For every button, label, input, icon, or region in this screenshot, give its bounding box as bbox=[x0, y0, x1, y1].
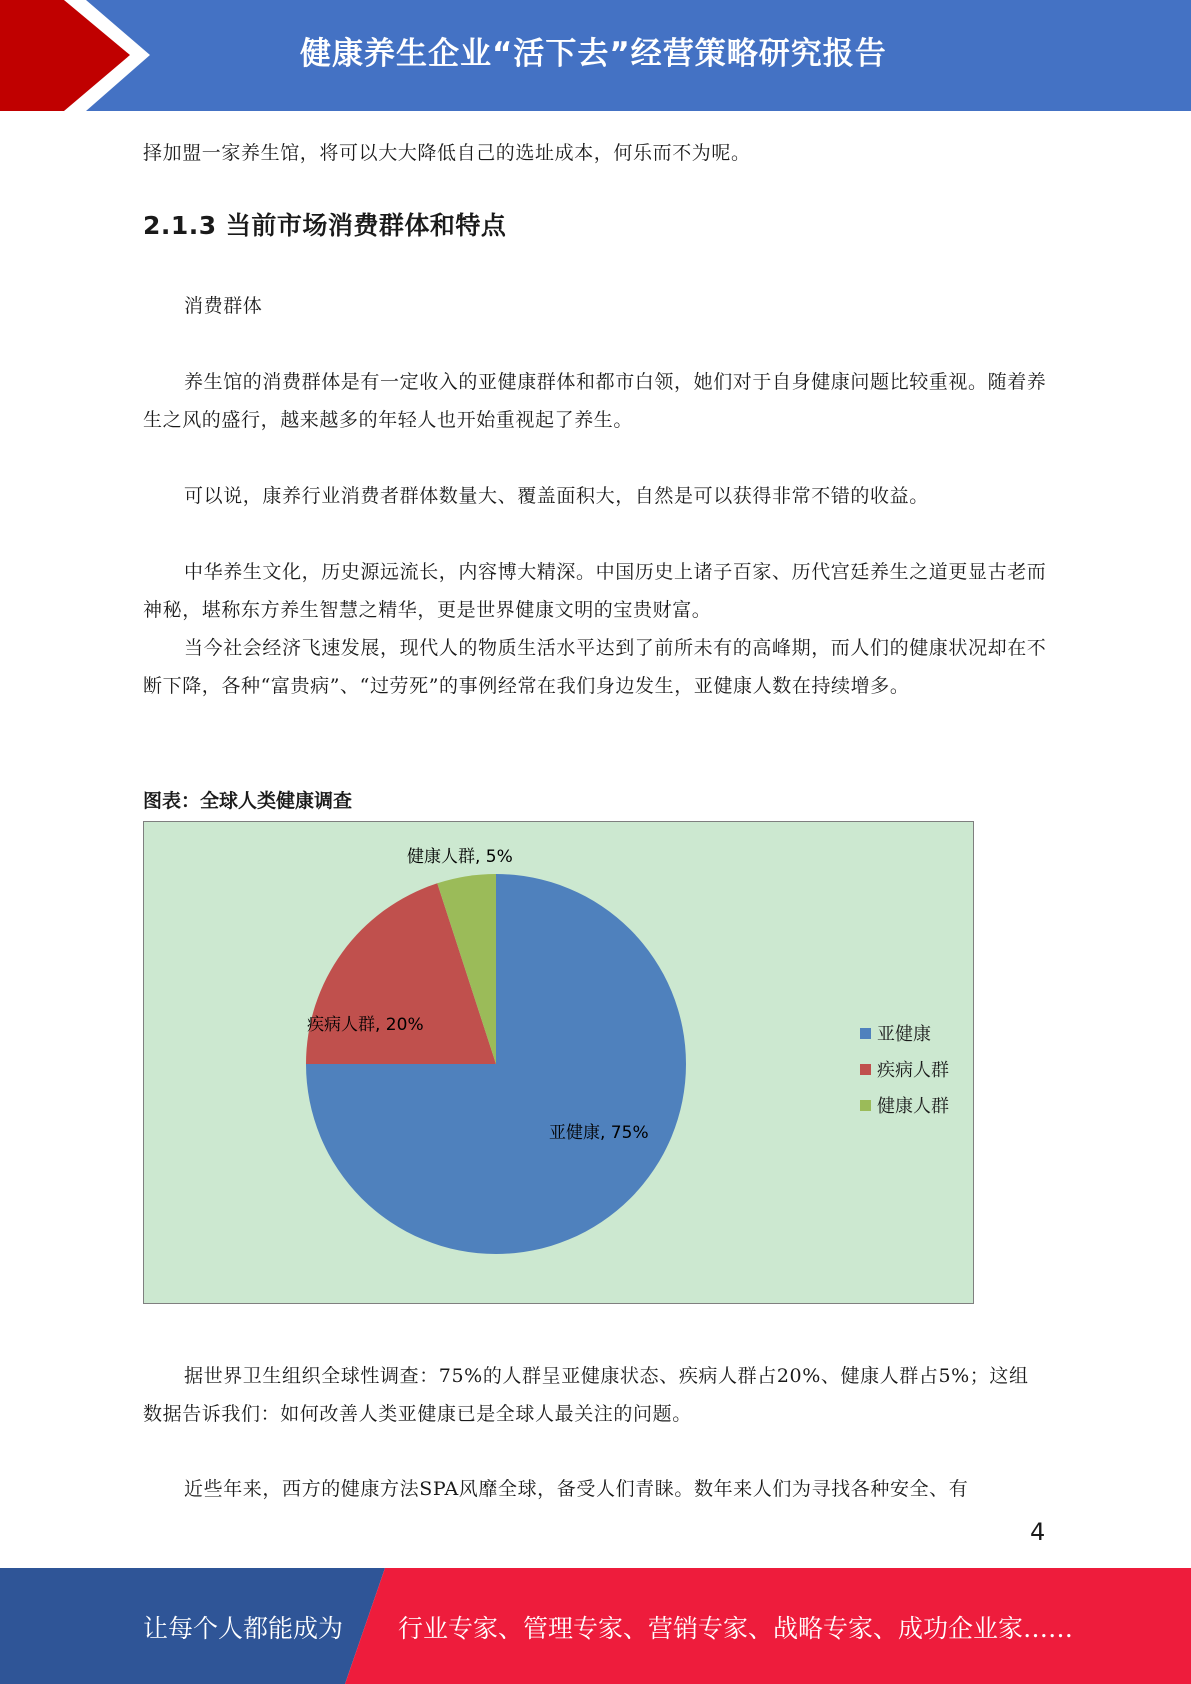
paragraph-5: 中华养生文化，历史源远流长，内容博大精深。中国历史上诸子百家、历代宫廷养生之道更显古老而神秘，堪称东方养生智慧之精华，更是世界健康文明的宝贵财富。 bbox=[143, 561, 1047, 621]
pie-chart bbox=[143, 821, 974, 1304]
paragraph-2: 消费群体 bbox=[184, 295, 263, 317]
page-number: 4 bbox=[1030, 1518, 1046, 1546]
legend-label: 疾病人群 bbox=[877, 1060, 949, 1081]
paragraph-7: 据世界卫生组织全球性调查：75%的人群呈亚健康状态、疾病人群占20%、健康人群占5%；这组数据告诉我们：如何改善人类亚健康已是全球人最关注的问题。 bbox=[143, 1365, 1029, 1425]
pie-chart-svg bbox=[144, 822, 975, 1305]
header-red-chevron bbox=[0, 0, 148, 111]
chart-caption: 图表：全球人类健康调查 bbox=[143, 790, 353, 812]
legend-item bbox=[860, 1015, 949, 1051]
pie-data-label: 疾病人群, 20% bbox=[307, 1015, 424, 1035]
legend-label: 亚健康 bbox=[877, 1024, 931, 1045]
legend-swatch bbox=[860, 1028, 871, 1039]
pie-data-label: 亚健康, 75% bbox=[549, 1123, 649, 1143]
legend-item bbox=[860, 1051, 949, 1087]
page-header bbox=[0, 0, 1191, 111]
header-title: 健康养生企业“活下去”经营策略研究报告 bbox=[300, 36, 887, 72]
footer-right-text: 行业专家、管理专家、营销专家、战略专家、成功企业家…… bbox=[398, 1614, 1074, 1643]
paragraph-1: 择加盟一家养生馆，将可以大大降低自己的选址成本，何乐而不为呢。 bbox=[143, 142, 751, 164]
page-footer bbox=[0, 1568, 1191, 1684]
legend-label: 健康人群 bbox=[877, 1096, 949, 1117]
legend-swatch bbox=[860, 1064, 871, 1075]
pie-data-label: 健康人群, 5% bbox=[407, 847, 513, 867]
paragraph-8: 近些年来，西方的健康方法SPA风靡全球，备受人们青睐。数年来人们为寻找各种安全、有 bbox=[184, 1478, 969, 1500]
legend-swatch bbox=[860, 1100, 871, 1111]
paragraph-4: 可以说，康养行业消费者群体数量大、覆盖面积大，自然是可以获得非常不错的收益。 bbox=[184, 485, 929, 507]
paragraph-6: 当今社会经济飞速发展，现代人的物质生活水平达到了前所未有的高峰期，而人们的健康状况却在不断下降，各种“富贵病”、“过劳死”的事例经常在我们身边发生，亚健康人数在持续增多。 bbox=[143, 637, 1047, 697]
paragraph-3: 养生馆的消费群体是有一定收入的亚健康群体和都市白领，她们对于自身健康问题比较重视。随着养生之风的盛行，越来越多的年轻人也开始重视起了养生。 bbox=[143, 371, 1047, 431]
legend-item bbox=[860, 1087, 949, 1123]
chart-legend bbox=[860, 1015, 949, 1123]
section-heading: 2.1.3 当前市场消费群体和特点 bbox=[143, 211, 507, 240]
footer-left-text: 让每个人都能成为 bbox=[143, 1614, 344, 1643]
